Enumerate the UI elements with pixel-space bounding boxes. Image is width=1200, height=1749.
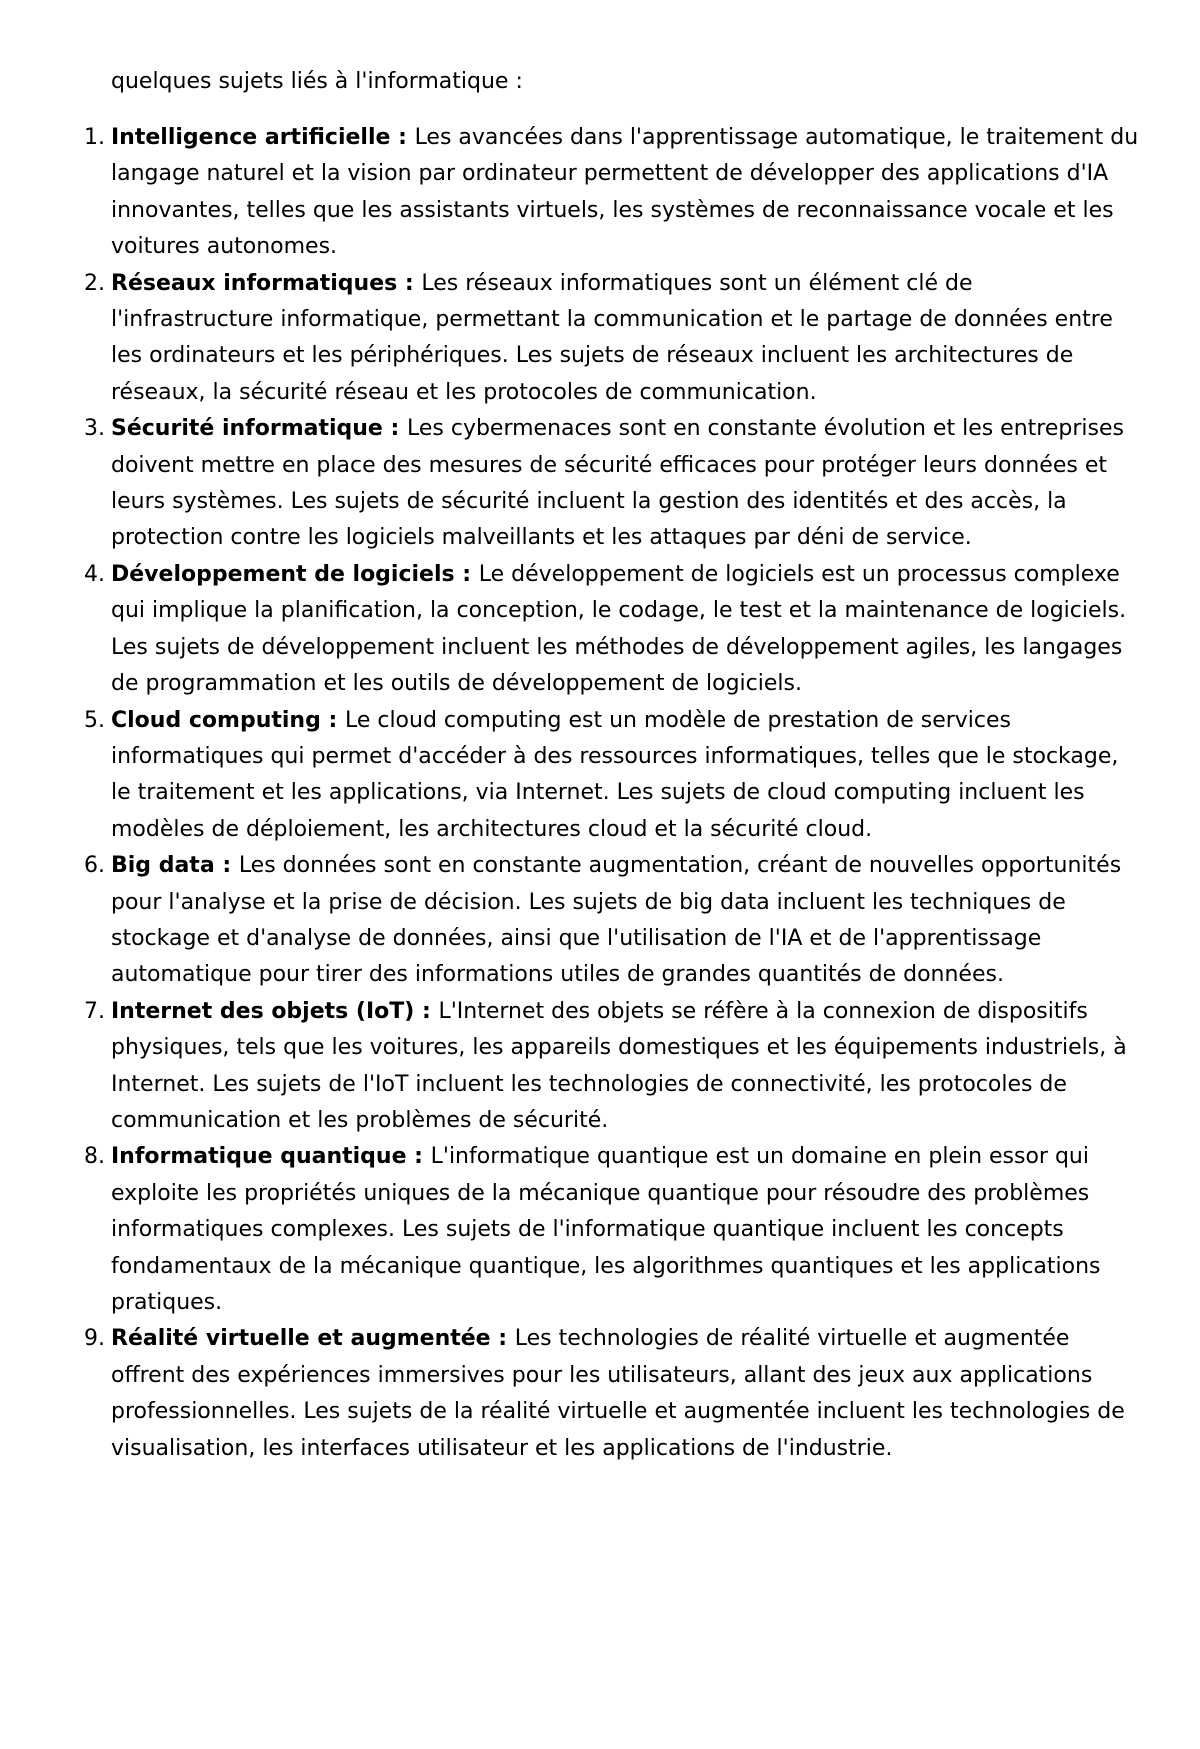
item-content: Big data : Les données sont en constante augmentation, créant de nouvelles opportunités pour l'analyse et la prise de décision. Les sujets de big data incluent les techniques de stockage et d'analyse de données, ainsi que l'utilisation de l'IA et de l'apprentissage automatique pour tirer des informations utiles de grandes quantités de données. [111,853,1122,988]
item-text: Les réseaux informatiques sont un élément clé de l'infrastructure informatique, permettant la communication et le partage de données entre les ordinateurs et les périphériques. Les sujets de réseaux incluent les architectures de réseaux, la sécurité réseau et les protocoles de communication. [111,270,1113,405]
item-term: Cloud computing [111,707,321,733]
item-text: Les cybermenaces sont en constante évolution et les entreprises doivent mettre en place des mesures de sécurité efficaces pour protéger leurs données et leurs systèmes. Les sujets de sécurité incluent la gestion des identités et des accès, la protection contre les logiciels malveillants et les attaques par déni de service. [111,416,1124,551]
topic-list [84,120,1141,1467]
item-number: 7. [84,998,105,1024]
item-number: 4. [84,561,105,587]
item-term: Réseaux informatiques [111,270,398,296]
item-term: Informatique quantique [111,1144,407,1170]
item-term: Sécurité informatique [111,416,383,442]
item-number: 8. [84,1144,105,1170]
item-term: Intelligence artificielle [111,125,391,150]
item-term: Développement de logiciels [111,561,455,587]
item-text: Les technologies de réalité virtuelle et augmentée offrent des expériences immersives pour les utilisateurs, allant des jeux aux applications professionnelles. Les sujets de la réalité virtuelle et augmentée incluent les technologies de visualisation, les interfaces utilisateur et les applications de l'industrie. [111,1326,1125,1461]
item-content: Réseaux informatiques : Les réseaux informatiques sont un élément clé de l'infrastructure informatique, permettant la communication et le partage de données entre les ordinateurs et les périphériques. Les sujets de réseaux incluent les architectures de réseaux, la sécurité réseau et les protocoles de communication. [111,270,1113,405]
list-item [84,1321,1141,1467]
item-content: Internet des objets (IoT) : L'Internet des objets se réfère à la connexion de dispositifs physiques, tels que les voitures, les appareils domestiques et les équipements industriels, à Internet. Les sujets de l'IoT incluent les technologies de connectivité, les protocoles de communication et les problèmes de sécurité. [111,998,1127,1133]
item-content: Informatique quantique : L'informatique quantique est un domaine en plein essor qui exploite les propriétés uniques de la mécanique quantique pour résoudre des problèmes informatiques complexes. Les sujets de l'informatique quantique incluent les concepts fondamentaux de la mécanique quantique, les algorithmes quantiques et les applications pratiques. [111,1144,1101,1315]
item-text: Les données sont en constante augmentation, créant de nouvelles opportunités pour l'analyse et la prise de décision. Les sujets de big data incluent les techniques de stockage et d'analyse de données, ainsi que l'utilisation de l'IA et de l'apprentissage automatique pour tirer des informations utiles de grandes quantités de données. [111,853,1122,988]
list-item [84,848,1141,994]
item-text: Le cloud computing est un modèle de prestation de services informatiques qui permet d'accéder à des ressources informatiques, telles que le stockage, le traitement et les applications, via Internet. Les sujets de cloud computing incluent les modèles de déploiement, les architectures cloud et la sécurité cloud. [111,707,1119,842]
item-number: 6. [84,853,105,879]
item-text: L'Internet des objets se réfère à la connexion de dispositifs physiques, tels que les voitures, les appareils domestiques et les équipements industriels, à Internet. Les sujets de l'IoT incluent les technologies de connectivité, les protocoles de communication et les problèmes de sécurité. [111,998,1127,1133]
item-text: Les avancées dans l'apprentissage automatique, le traitement du langage naturel et la vision par ordinateur permettent de développer des applications d'IA innovantes, telles que les assistants virtuels, les systèmes de reconnaissance vocale et les voitures autonomes. [111,125,1139,260]
item-content: Développement de logiciels : Le développement de logiciels est un processus complexe qui implique la planification, la conception, le codage, le test et la maintenance de logiciels. Les sujets de développement incluent les méthodes de développement agiles, les langages de programmation et les outils de développement de logiciels. [111,561,1127,697]
list-item [84,266,1141,412]
item-term: Réalité virtuelle et augmentée [111,1326,491,1352]
item-term: Internet des objets (IoT) [111,998,415,1024]
item-number: 5. [84,707,105,733]
list-item [84,120,1141,266]
list-item [84,994,1141,1140]
list-item [84,557,1141,703]
item-text: L'informatique quantique est un domaine en plein essor qui exploite les propriétés uniques de la mécanique quantique pour résoudre des problèmes informatiques complexes. Les sujets de l'informatique quantique incluent les concepts fondamentaux de la mécanique quantique, les algorithmes quantiques et les applications pratiques. [111,1144,1101,1315]
item-content: Cloud computing : Le cloud computing est un modèle de prestation de services informatiques qui permet d'accéder à des ressources informatiques, telles que le stockage, le traitement et les applications, via Internet. Les sujets de cloud computing incluent les modèles de déploiement, les architectures cloud et la sécurité cloud. [111,707,1119,842]
intro-text: quelques sujets liés à l'informatique : [111,69,523,94]
item-number: 9. [84,1326,105,1352]
item-content: Sécurité informatique : Les cybermenaces sont en constante évolution et les entreprises doivent mettre en place des mesures de sécurité efficaces pour protéger leurs données et leurs systèmes. Les sujets de sécurité incluent la gestion des identités et des accès, la protection contre les logiciels malveillants et les attaques par déni de service. [111,416,1124,551]
item-text: Le développement de logiciels est un processus complexe qui implique la planification, la conception, le codage, le test et la maintenance de logiciels. Les sujets de développement incluent les méthodes de développement agiles, les langages de programmation et les outils de développement de logiciels. [111,561,1127,697]
list-item [84,411,1141,557]
item-content: Intelligence artificielle : Les avancées dans l'apprentissage automatique, le traitement du langage naturel et la vision par ordinateur permettent de développer des applications d'IA innovantes, telles que les assistants virtuels, les systèmes de reconnaissance vocale et les voitures autonomes. [111,125,1139,260]
item-content: Réalité virtuelle et augmentée : Les technologies de réalité virtuelle et augmentée offrent des expériences immersives pour les utilisateurs, allant des jeux aux applications professionnelles. Les sujets de la réalité virtuelle et augmentée incluent les technologies de visualisation, les interfaces utilisateur et les applications de l'industrie. [111,1326,1125,1461]
item-number: 3. [84,416,105,442]
item-term: Big data [111,853,215,879]
item-number: 2. [84,270,105,296]
list-item [84,1139,1141,1321]
item-number: 1. [84,125,105,150]
list-item [84,703,1141,849]
